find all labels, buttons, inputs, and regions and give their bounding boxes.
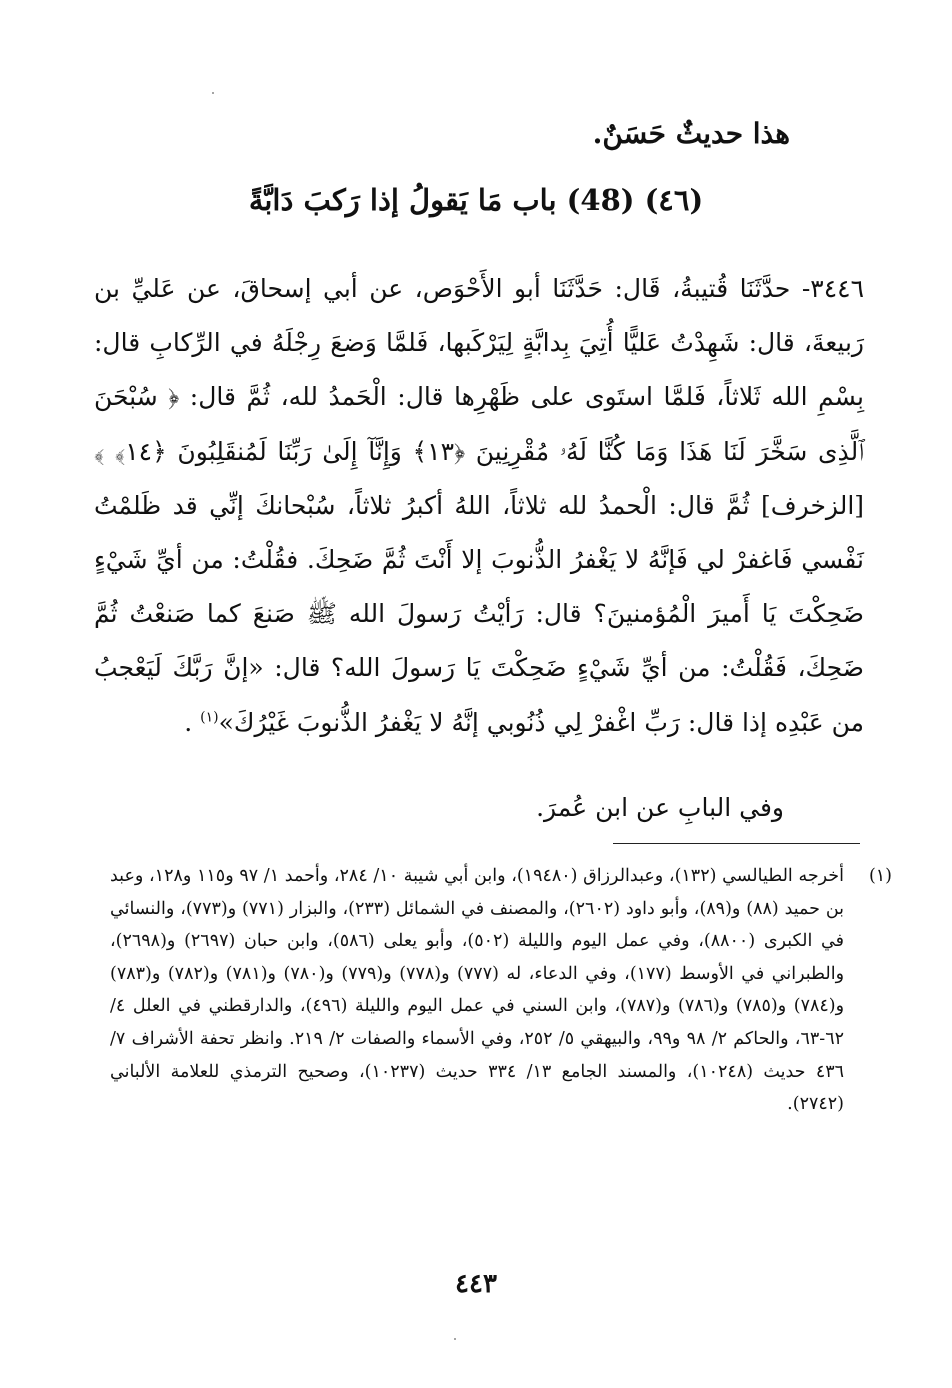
intro-line: هذا حديثٌ حَسَنٌ. [592, 117, 790, 150]
hadith-end: . [184, 707, 193, 737]
hadith-continuation: ثُمَّ قال: الْحمدُ لله ثلاثاً، اللهُ أكبرُ ثلاثاً، سُبْحانكَ إنِّي قد ظَلمْتُ نَفْسي فَاغفرْ لي فَإنَّهُ لا يَغْفرُ الذُّنوبَ إلا أَنْتَ ثُمَّ ضَحِكَ. فقُلْتُ: من أيِّ شَيْءٍ ضَحِكْتَ يَا أَميرَ الْمُؤمنينَ؟ قال: رَأيْتُ رَسولَ الله ﷺ صَنعَ كما صَنعْتُ ثُمَّ ضَحِكَ، فَقُلْتُ: من أيِّ شَيْءٍ ضَحِكْتَ يَا رَسولَ الله؟ قال: «إنَّ رَبَّكَ لَيَعْجبُ من عَبْدِه إذا قال: رَبِّ اغْفرْ لِي ذُنُوبي إنَّهُ لا يَغْفرُ الذُّنوبَ غَيْرُكَ» [94, 490, 864, 737]
hadith-text [94, 262, 864, 750]
footnote-divider [613, 843, 860, 844]
footnote-marker: (١) [868, 866, 892, 886]
quran-verse: ﴿ سُبْحَنَ ٱلَّذِى سَخَّرَ لَنَا هَذَا وَمَا كُنَّا لَهُۥ مُقْرِنِينَ ﴿١٣﴾ وَإِنَّآ إِلَىٰ رَبِّنَا لَمُنقَلِبُونَ ﴿١٤﴾ ﴾ [94, 382, 864, 466]
footnote-text: أخرجه الطيالسي (١٣٢)، وعبدالرزاق (١٩٤٨٠)، وابن أبي شيبة ١٠/ ٢٨٤، وأحمد ١/ ٩٧ و١١٥ و١٢٨، وعبد بن حميد (٨٨) و(٨٩)، وأبو داود (٢٦٠٢)، والمصنف في الشمائل (٢٣٣)، والبزار (٧٧١) و(٧٧٣)، والنسائي في الكبرى (٨٨٠٠)، وفي عمل اليوم والليلة (٥٠٢)، وأبو يعلى (٥٨٦)، وابن حبان (٢٦٩٧) و(٢٦٩٨)، والطبراني في الأوسط (١٧٧)، وفي الدعاء، له (٧٧٧) و(٧٧٨) و(٧٧٩) و(٧٨٠) و(٧٨١) و(٧٨٢) و(٧٨٣) و(٧٨٤) و(٧٨٥) و(٧٨٦) و(٧٨٧)، وابن السني في عمل اليوم والليلة (٤٩٦)، والدارقطني في العلل ٤/ ٦٢-٦٣، والحاكم ٢/ ٩٨ و٩٩، والبيهقي ٥/ ٢٥٢، وفي الأسماء والصفات ٢/ ٢١٩. وانظر تحفة الأشراف ٧/ ٤٣٦ حديث (١٠٢٤٨)، والمسند الجامع ١٣/ ٣٣٤ حديث (١٠٢٣٧)، وصحيح الترمذي للعلامة الألباني (٢٧٤٢). [110, 866, 845, 1115]
hadith-opening: ٣٤٤٦- حدَّثَنَا قُتيبةُ، قَال: حَدَّثَنَا أبو الأَحْوَص، عن أبي إسحاقَ، عن عَليِّ بن رَبيعةَ، قال: شَهِدْتُ عَليًّا أُتِيَ بِدابَّةٍ لِيَرْكَبها، فَلمَّا وَضعَ رِجْلَهُ في الرِّكابِ قال: بِسْمِ الله ثَلاثاً، فَلمَّا استَوى على ظَهْرِها قال: الْحَمدُ لله، ثُمَّ قال: [94, 274, 865, 412]
scan-speck [212, 92, 214, 94]
scan-speck [454, 1338, 456, 1340]
footnote [110, 860, 892, 1121]
closing-line: وفي البابِ عن ابن عُمرَ. [536, 793, 784, 822]
chapter-title: (٤٦) (48) باب مَا يَقولُ إذا رَكبَ دَابَّةً [248, 183, 704, 217]
surah-reference: [الزخرف] [760, 490, 865, 520]
page-number: ٤٤٣ [455, 1269, 497, 1299]
footnote-reference[interactable]: (١) [200, 709, 219, 726]
